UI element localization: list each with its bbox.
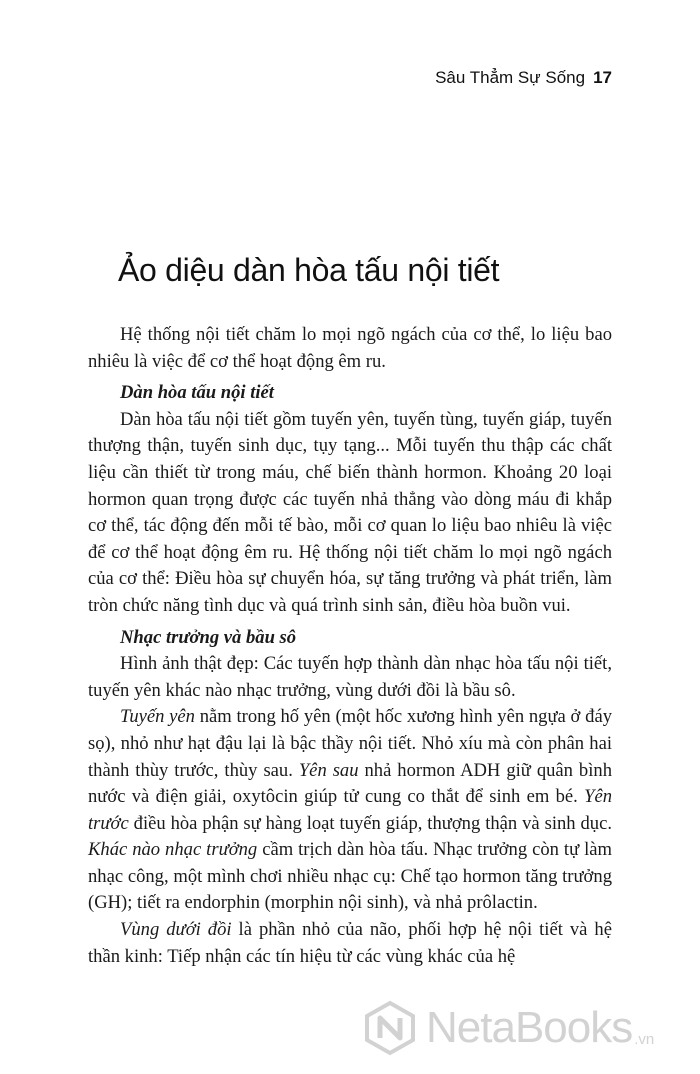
section2-paragraph-2 [88,704,612,917]
section2-paragraph-3 [88,917,612,970]
term-khac-nao-nhac-truong: Khác nào nhạc trưởng [88,839,258,861]
text-run: điều hòa phận sự hàng loạt tuyến giáp, thượng thận và sinh dục. [128,812,612,834]
intro-paragraph: Hệ thống nội tiết chăm lo mọi ngõ ngách của cơ thể, lo liệu bao nhiêu là việc để cơ thể hoạt động êm ru. [88,324,612,372]
running-title: Sâu Thẳm Sự Sống [435,68,586,87]
netabooks-logo-icon [362,1000,418,1056]
text-run: nằm trong hố yên (một hốc xương hình yên ngựa ở đáy sọ), nhỏ như hạt đậu lại là bậc thầy nội tiết. Nhỏ xíu mà còn phân hai thành thùy trước, thùy sau. [88,706,612,781]
netabooks-watermark [362,1000,654,1056]
watermark-domain: .vn [634,1031,655,1048]
term-yen-sau: Yên sau [298,759,359,781]
section1-paragraph: Dàn hòa tấu nội tiết gồm tuyến yên, tuyến tùng, tuyến giáp, tuyến thượng thận, tuyến sinh dục, tụy tạng... Mỗi tuyến thu thập các chất liệu cần thiết từ trong máu, chế biến thành hormon. Khoảng 20 loại hormon quan trọng được các tuyến nhả thẳng vào dòng máu đi khắp cơ thể, tác động đến mỗi tế bào, mỗi cơ quan lo liệu bao nhiêu là việc để cơ thể hoạt động êm ru. Hệ thống nội tiết chăm lo mọi ngõ ngách của cơ thể: Điều hòa sự chuyển hóa, sự tăng trưởng và phát triển, làm tròn chức năng tình dục và quá trình sinh sản, điều hòa buồn vui. [88,408,612,616]
watermark-brand: NetaBooks [426,1003,633,1052]
section-heading-1: Dàn hòa tấu nội tiết [120,382,274,404]
running-head [435,68,612,88]
text-run: cầm trịch dàn hòa tấu. Nhạc trưởng còn tự làm nhạc công, một mình chơi nhiều nhạc cụ: Chế tạo hormon tăng trưởng (GH); tiết ra endorphin (morphin nội sinh), và nhả prôlactin. [88,839,612,914]
section2-paragraph-1: Hình ảnh thật đẹp: Các tuyến hợp thành dàn nhạc hòa tấu nội tiết, tuyến yên khác nào nhạc trưởng, vùng dưới đồi là bầu sô. [88,653,612,701]
term-tuyen-yen: Tuyến yên [120,706,195,728]
term-yen-truoc: Yên trước [88,786,612,834]
page-number: 17 [593,68,612,87]
section-heading-2: Nhạc trưởng và bầu sô [120,626,297,648]
text-run: nhả hormon ADH giữ quân bình nước và điện giải, oxytôcin giúp tử cung co thắt để sinh em bé. [88,759,612,808]
text-run: là phần nhỏ của não, phối hợp hệ nội tiết và hệ thần kinh: Tiếp nhận các tín hiệu từ các vùng khác của hệ [88,919,612,967]
chapter-title: Ảo diệu dàn hòa tấu nội tiết [118,252,500,288]
body-text [88,322,612,970]
term-vung-duoi-doi: Vùng dưới đồi [120,919,232,941]
